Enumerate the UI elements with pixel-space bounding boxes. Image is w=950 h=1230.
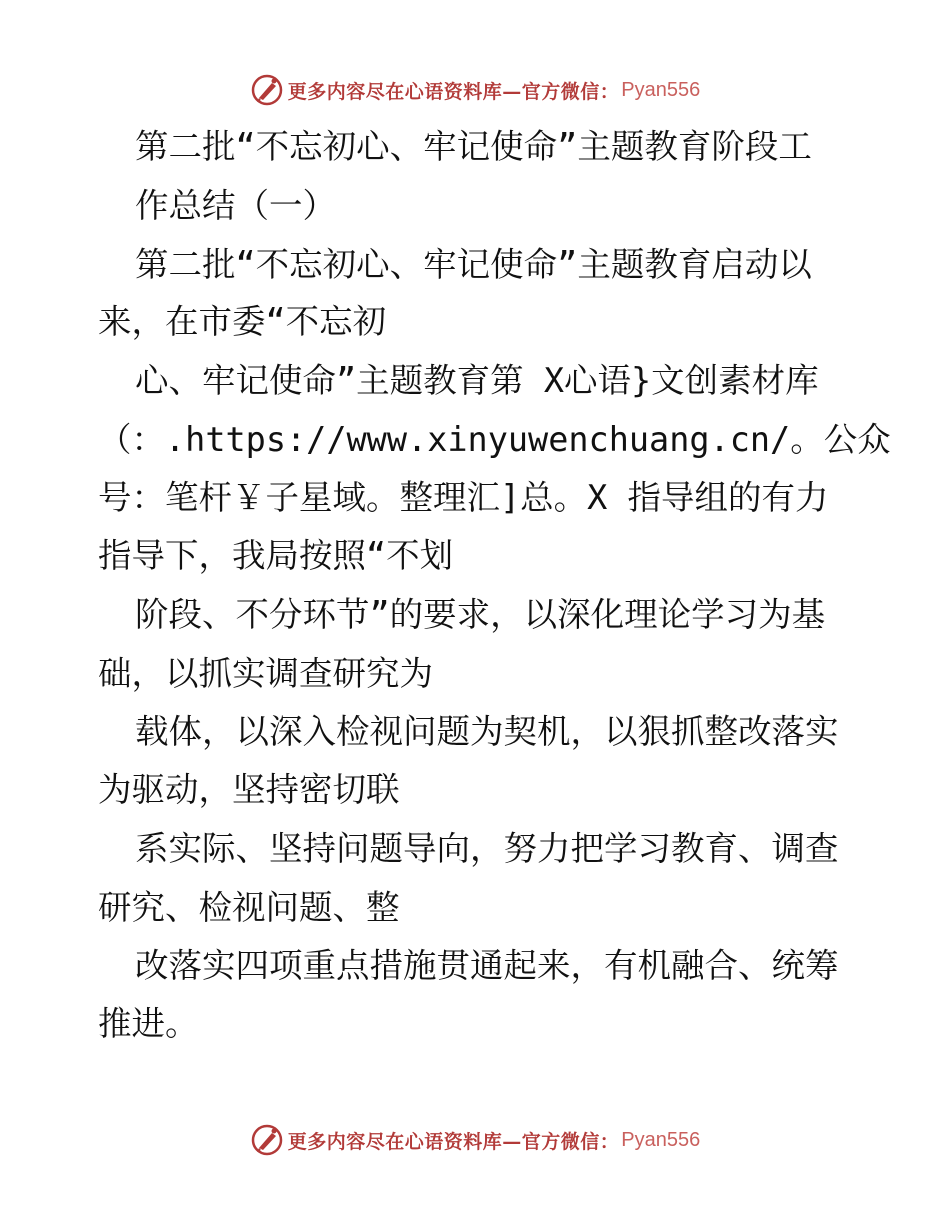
text-line: 第二批“不忘初心、牢记使命”主题教育阶段工 (135, 127, 812, 166)
text-line: 推进。 (98, 1004, 199, 1043)
text-line: 阶段、不分环节”的要求，以深化理论学习为基 (135, 595, 826, 634)
text-line: 础，以抓实调查研究为 (98, 654, 433, 693)
wechat-id: Pyan556 (621, 78, 701, 101)
text-line: 系实际、坚持问题导向，努力把学习教育、调查 (135, 829, 839, 868)
text-line: （：.https://www.xinyuwenchuang.cn/。公众 (98, 420, 891, 459)
banner-text: 更多内容尽在心语资料库—官方微信： (287, 1130, 620, 1153)
text-line: 号：笔杆￥子星域。整理汇]总。X 指导组的有力 (98, 478, 829, 517)
pen-logo-icon (250, 73, 284, 107)
text-line: 来，在市委“不忘初 (98, 302, 387, 341)
text-line: 改落实四项重点措施贯通起来，有机融合、统筹 (135, 946, 839, 985)
text-line: 研究、检视问题、整 (98, 888, 400, 927)
footer-banner (0, 1120, 950, 1160)
text-line: 作总结（一） (135, 186, 336, 225)
wechat-id: Pyan556 (621, 1128, 701, 1151)
text-line: 为驱动，坚持密切联 (98, 770, 400, 809)
pen-logo-icon (250, 1123, 284, 1157)
header-banner (0, 70, 950, 110)
text-line: 第二批“不忘初心、牢记使命”主题教育启动以 (135, 245, 812, 284)
text-line: 载体，以深入检视问题为契机，以狠抓整改落实 (135, 712, 839, 751)
banner-text: 更多内容尽在心语资料库—官方微信： (287, 80, 620, 103)
text-line: 心、牢记使命”主题教育第 X心语}文创素材库 (135, 361, 819, 400)
text-line: 指导下，我局按照“不划 (98, 536, 454, 575)
